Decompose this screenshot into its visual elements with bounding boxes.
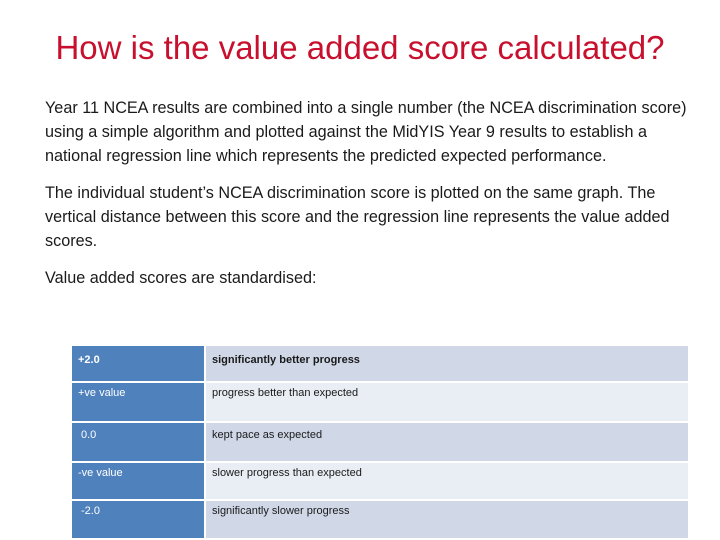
score-value: -ve value [72, 462, 205, 500]
score-description: significantly slower progress [205, 500, 688, 538]
score-description: kept pace as expected [205, 422, 688, 462]
score-value: +2.0 [72, 346, 205, 382]
table-row [72, 462, 688, 500]
score-description: significantly better progress [205, 346, 688, 382]
paragraph-regression: Year 11 NCEA results are combined into a single number (the NCEA discrimination score) using a simple algorithm and plotted against the MidYIS Year 9 results to establish a national regression line which represents the predicted expected performance. [45, 99, 687, 165]
score-description: progress better than expected [205, 382, 688, 422]
score-value: +ve value [72, 382, 205, 422]
score-value: 0.0 [72, 422, 205, 462]
value-added-score-table [72, 346, 688, 538]
table-row [72, 500, 688, 538]
slide-title: How is the value added score calculated? [55, 29, 665, 66]
paragraph-standardised: Value added scores are standardised: [45, 269, 317, 287]
body-text [45, 96, 695, 303]
table-row [72, 422, 688, 462]
table-row [72, 382, 688, 422]
paragraph-individual-score: The individual student’s NCEA discrimination score is plotted on the same graph. The vertical distance between this score and the regression line represents the value added scores. [45, 184, 670, 250]
table-row [72, 346, 688, 382]
score-value: -2.0 [72, 500, 205, 538]
score-description: slower progress than expected [205, 462, 688, 500]
